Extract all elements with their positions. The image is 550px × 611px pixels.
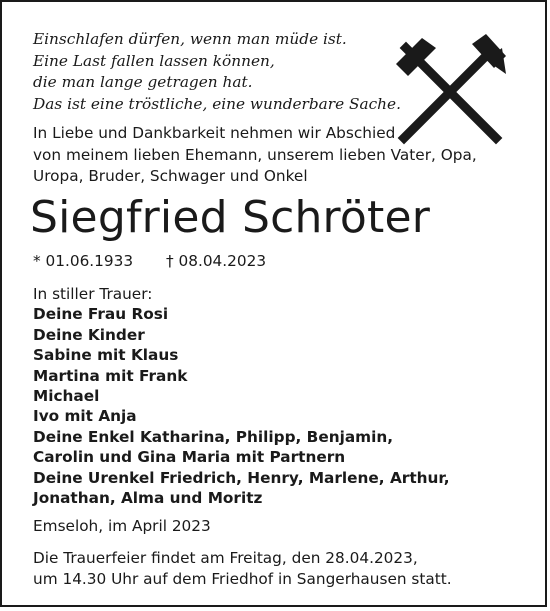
death-date: † 08.04.2023 bbox=[165, 252, 267, 270]
deceased-name: Siegfried Schröter bbox=[30, 192, 431, 243]
farewell-intro bbox=[33, 123, 477, 188]
life-dates bbox=[33, 251, 266, 272]
intro-line: Uropa, Bruder, Schwager und Onkel bbox=[33, 167, 308, 185]
birth-date: * 01.06.1933 bbox=[33, 252, 134, 270]
mourner-line: Deine Frau Rosi bbox=[33, 305, 169, 324]
mourner-line: Jonathan, Alma und Moritz bbox=[33, 489, 263, 508]
funeral-line: Die Trauerfeier findet am Freitag, den 28.04.2023, bbox=[33, 549, 418, 567]
intro-line: von meinem lieben Ehemann, unserem lieben Vater, Opa, bbox=[33, 145, 477, 164]
mourner-line: Martina mit Frank bbox=[33, 366, 188, 385]
mourner-line: Deine Enkel Katharina, Philipp, Benjamin, bbox=[33, 427, 394, 446]
mourner-line: Carolin und Gina Maria mit Partnern bbox=[33, 448, 346, 467]
mourner-line: Deine Urenkel Friedrich, Henry, Marlene, Arthur, bbox=[33, 468, 450, 487]
mourner-line: Ivo mit Anja bbox=[33, 407, 137, 426]
poem bbox=[33, 29, 401, 115]
intro-line: In Liebe und Dankbarkeit nehmen wir Abschied bbox=[33, 124, 396, 142]
poem-line: Das ist eine tröstliche, eine wunderbare Sache. bbox=[33, 94, 401, 113]
mourners-list bbox=[33, 284, 450, 508]
mourner-line: Deine Kinder bbox=[33, 325, 145, 344]
mourners-intro: In stiller Trauer: bbox=[33, 285, 153, 303]
place-and-date: Emseloh, im April 2023 bbox=[33, 517, 211, 535]
poem-line: die man lange getragen hat. bbox=[33, 73, 253, 91]
mourner-line: Michael bbox=[33, 387, 100, 406]
mourner-line: Sabine mit Klaus bbox=[33, 346, 179, 365]
funeral-notice bbox=[33, 548, 452, 590]
funeral-line: um 14.30 Uhr auf dem Friedhof in Sangerhausen statt. bbox=[33, 570, 452, 588]
poem-line: Eine Last fallen lassen können, bbox=[33, 51, 275, 70]
poem-line: Einschlafen dürfen, wenn man müde ist. bbox=[33, 30, 347, 48]
